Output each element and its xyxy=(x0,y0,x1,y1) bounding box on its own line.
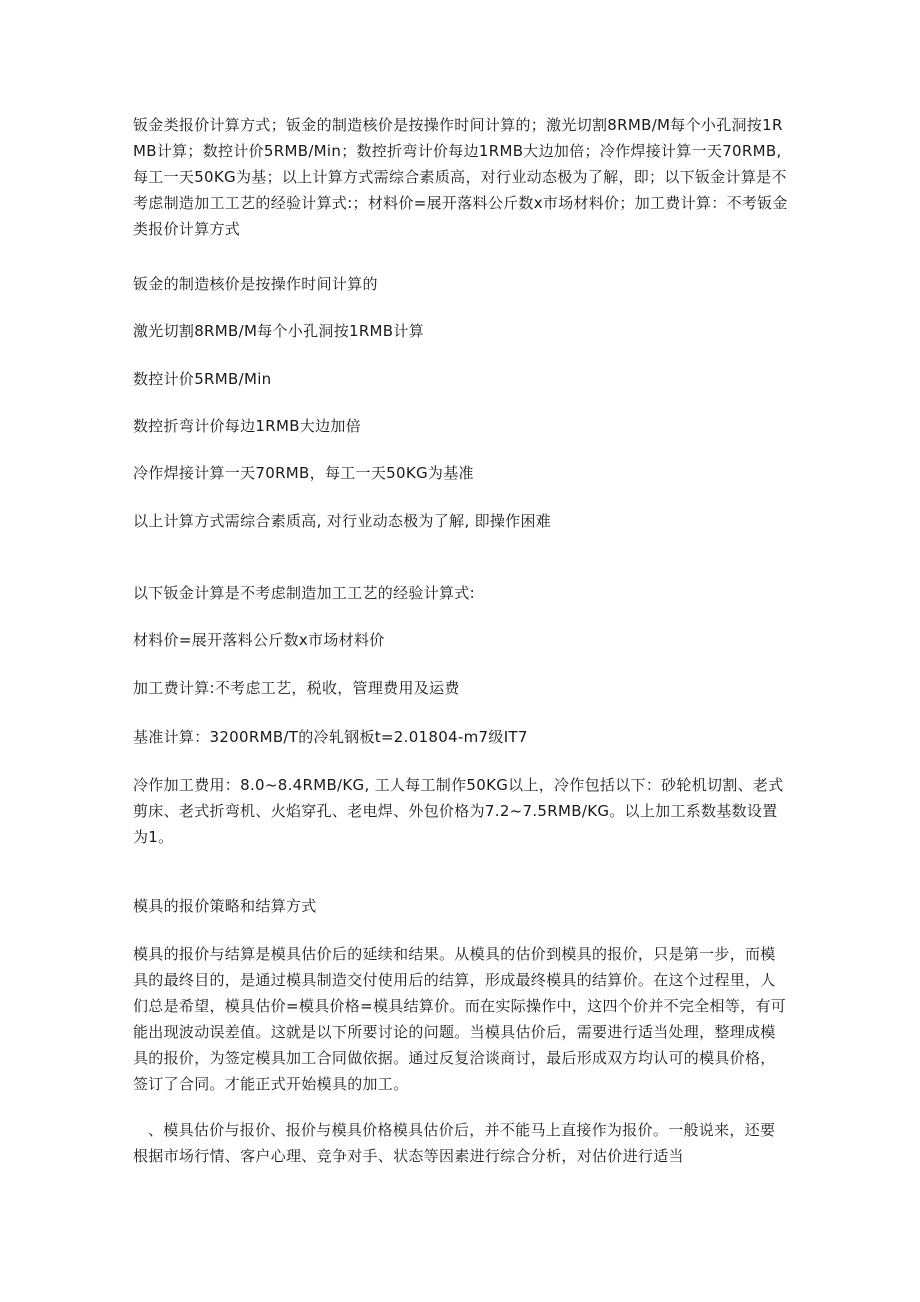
paragraph-laser-cutting: 激光切割8RMB/M每个小孔洞按1RMB计算 xyxy=(133,322,424,340)
paragraph-cnc-pricing: 数控计价5RMB/Min xyxy=(133,370,272,388)
paragraph-difficulty-note: 以上计算方式需综合素质高, 对行业动态极为了解, 即操作困难 xyxy=(133,512,552,530)
paragraph-material-price: 材料价=展开落料公斤数x市场材料价 xyxy=(133,631,385,649)
paragraph-welding: 冷作焊接计算一天70RMB，每工一天50KG为基准 xyxy=(133,464,474,482)
paragraph-mold-quote-settlement: 模具的报价与结算是模具估价后的延续和结果。从模具的估价到模具的报价，只是第一步，而模具的最终目的，是通过模具制造交付使用后的结算，形成最终模具的结算价。在这个过程里，人们总是希望，模具估价=模具价格=模具结算价。而在实际操作中，这四个价并不完全相等，有可能出现波动误差值。这就是以下所要讨论的问题。当模具估价后，需要进行适当处理，整理成模具的报价，为签定模具加工合同做依据。通过反复洽谈商讨，最后形成双方均认可的模具价格，签订了合同。才能正式开始模具的加工。 xyxy=(133,945,787,1093)
intro-paragraph: 钣金类报价计算方式；钣金的制造核价是按操作时间计算的；激光切割8RMB/M每个小孔洞按1RMB计算；数控计价5RMB/Min；数控折弯计价每边1RMB大边加倍；冷作焊接计算一天70RMB, 每工一天50KG为基；以上计算方式需综合素质高，对行业动态极为了解，即；以下钣金计算是不考虑制造加工工艺的经验计算式:；材料价=展开落料公斤数x市场材料价；加工费计算：不考钣金类报价计算方式 xyxy=(133,116,788,238)
paragraph-mold-estimate-vs-quote: 、模具估价与报价、报价与模具价格模具估价后，并不能马上直接作为报价。一般说来，还要根据市场行情、客户心理、竞争对手、状态等因素进行综合分析，对估价进行适当 xyxy=(133,1121,776,1165)
paragraph-processing-fee: 加工费计算:不考虑工艺，税收，管理费用及运费 xyxy=(133,679,460,697)
paragraph-cold-work-cost: 冷作加工费用：8.0~8.4RMB/KG, 工人每工制作50KG以上，冷作包括以下：砂轮机切割、老式剪床、老式折弯机、火焰穿孔、老电焊、外包价格为7.2~7.5RMB/KG。以上加工系数基数设置为1。 xyxy=(133,776,784,846)
paragraph-cnc-bending: 数控折弯计价每边1RMB大边加倍 xyxy=(133,417,361,435)
paragraph-empirical-formula: 以下钣金计算是不考虑制造加工工艺的经验计算式: xyxy=(133,584,475,602)
section-heading-mold-pricing: 模具的报价策略和结算方式 xyxy=(133,897,317,915)
paragraph-time-based-pricing: 钣金的制造核价是按操作时间计算的 xyxy=(133,275,378,293)
paragraph-baseline-calc: 基准计算：3200RMB/T的冷轧钢板t=2.01804-m7级IT7 xyxy=(133,728,528,746)
